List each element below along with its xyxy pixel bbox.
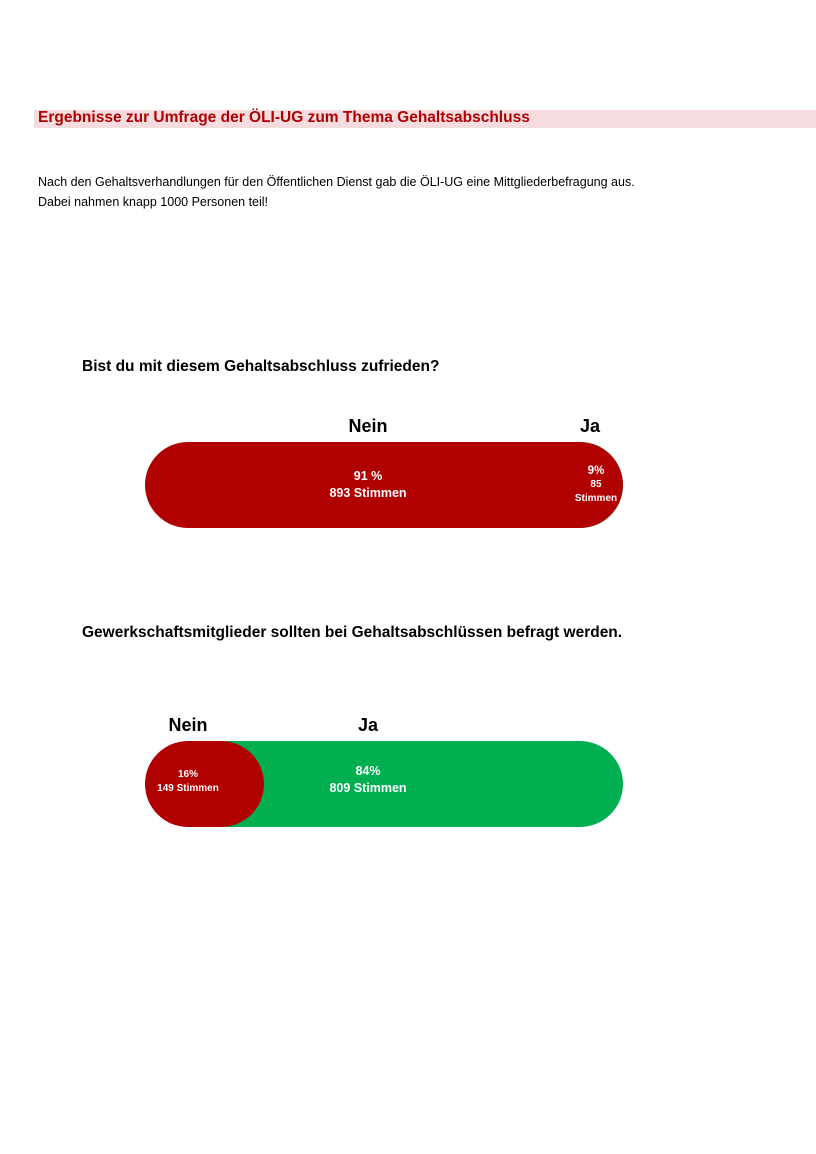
chart2-nein-votes: 149 Stimmen [157, 783, 219, 794]
chart2-nein-percent: 16% [177, 769, 199, 780]
question-1-title: Bist du mit diesem Gehaltsabschluss zufrieden? [82, 358, 440, 375]
chart1-value-ja [575, 464, 617, 506]
chart1-label-nein: Nein [348, 416, 388, 436]
chart1-nein-votes: 893 Stimmen [329, 486, 407, 500]
page-title: Ergebnisse zur Umfrage der ÖLI-UG zum Thema Gehaltsabschluss [38, 109, 530, 126]
chart1-label-ja: Ja [579, 416, 601, 436]
intro-line-2: Dabei nahmen knapp 1000 Personen teil! [38, 195, 269, 209]
chart2-ja-percent: 84% [355, 764, 381, 778]
chart2-value-ja [329, 763, 406, 797]
question-2-title: Gewerkschaftsmitglieder sollten bei Gehaltsabschlüssen befragt werden. [82, 624, 623, 641]
chart2-label-nein: Nein [168, 715, 208, 735]
chart2-label-ja: Ja [357, 715, 379, 735]
chart1-ja-votes-number: 85 [590, 479, 602, 490]
chart1-ja-percent: 9% [587, 465, 605, 477]
intro-text [38, 172, 635, 212]
chart2-value-nein [157, 768, 219, 796]
intro-line-1: Nach den Gehaltsverhandlungen für den Öffentlichen Dienst gab die ÖLI-UG eine Mittgliederbefragung aus. [38, 175, 635, 189]
chart1-value-nein [329, 468, 406, 502]
chart1-nein-percent: 91 % [353, 469, 383, 483]
chart2-ja-votes: 809 Stimmen [329, 781, 407, 795]
chart1-ja-votes-word: Stimmen [574, 493, 618, 504]
